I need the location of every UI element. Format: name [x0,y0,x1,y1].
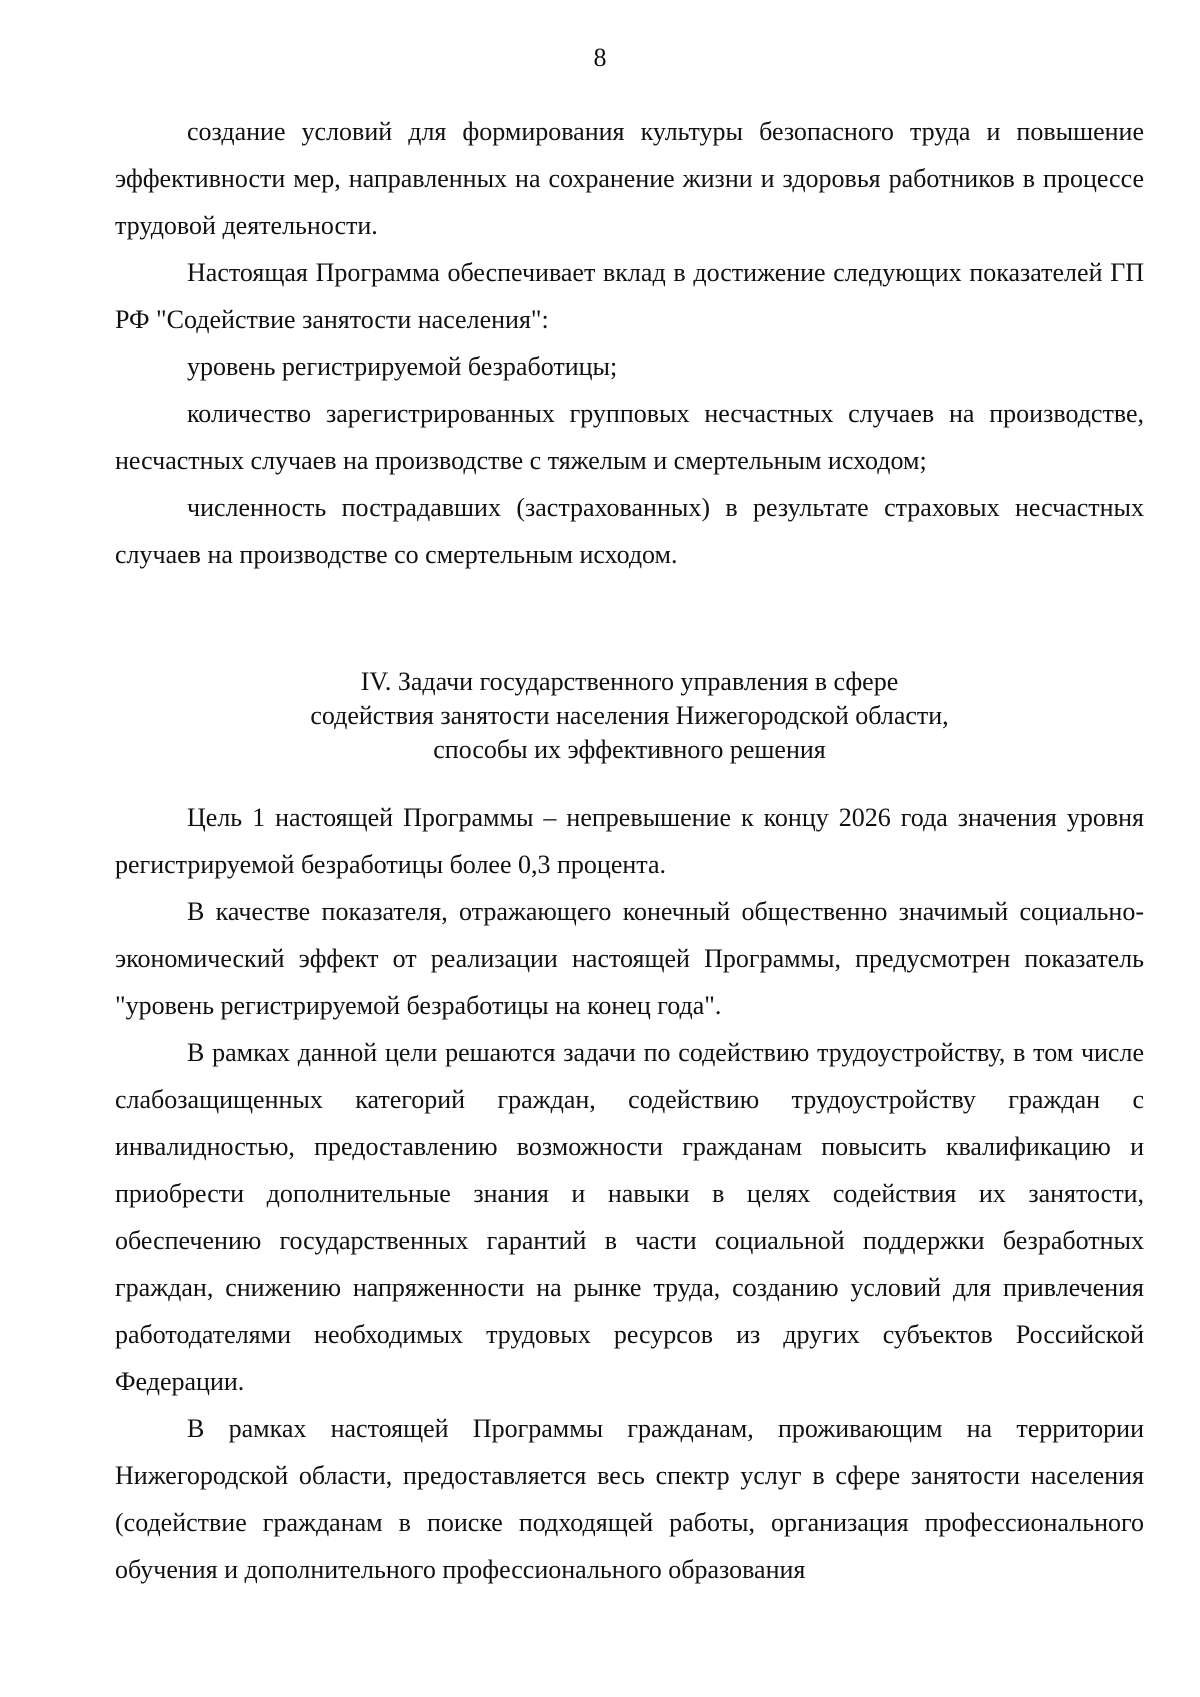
section-heading-line: способы их эффективного решения [433,735,826,764]
intro-text-block [115,108,1144,578]
paragraph-indicator-victims: численность пострадавших (застрахованных) в результате страховых несчастных случаев на производстве со смертельным исходом. [115,493,1144,569]
paragraph-program-contribution: Настоящая Программа обеспечивает вклад в достижение следующих показателей ГП РФ "Содействие занятости населения": [115,258,1144,334]
paragraph-safe-labor-culture: создание условий для формирования культуры безопасного труда и повышение эффективности мер, направленных на сохранение жизни и здоровья работников в процессе трудовой деятельности. [115,117,1144,240]
section-heading-line: IV. Задачи государственного управления в сфере [360,667,899,696]
page-number: 8 [593,43,607,72]
paragraph-tasks: В рамках данной цели решаются задачи по содействию трудоустройству, в том числе слабозащищенных категорий граждан, содействию трудоустройству граждан с инвалидностью, предоставлению возможности гражданам повысить квалификацию и приобрести дополнительные знания и навыки в целях содействия их занятости, обеспечению государственных гарантий в части социальной поддержки безработных граждан, снижению напряженности на рынке труда, созданию условий для привлечения работодателями необходимых трудовых ресурсов из других субъектов Российской Федерации. [115,1038,1144,1396]
paragraph-indicator-accidents: количество зарегистрированных групповых несчастных случаев на производстве, несчастных случаев на производстве с тяжелым и смертельным исходом; [115,399,1144,475]
paragraph-services: В рамках настоящей Программы гражданам, проживающим на территории Нижегородской области, предоставляется весь спектр услуг в сфере занятости населения (содействие гражданам в поиске подходящей работы, организация профессионального обучения и дополнительного профессионального образования [115,1414,1144,1584]
section-heading-line: содействия занятости населения Нижегородской области, [310,701,949,730]
paragraph-goal-1: Цель 1 настоящей Программы – непревышение к концу 2026 года значения уровня регистрируемой безработицы более 0,3 процента. [115,803,1144,879]
paragraph-indicator-definition: В качестве показателя, отражающего конечный общественно значимый социально-экономический эффект от реализации настоящей Программы, предусмотрен показатель "уровень регистрируемой безработицы на конец года". [115,897,1144,1020]
section-body-text-block [115,794,1144,1593]
section-heading [115,665,1144,767]
paragraph-indicator-unemployment: уровень регистрируемой безработицы; [187,352,618,381]
